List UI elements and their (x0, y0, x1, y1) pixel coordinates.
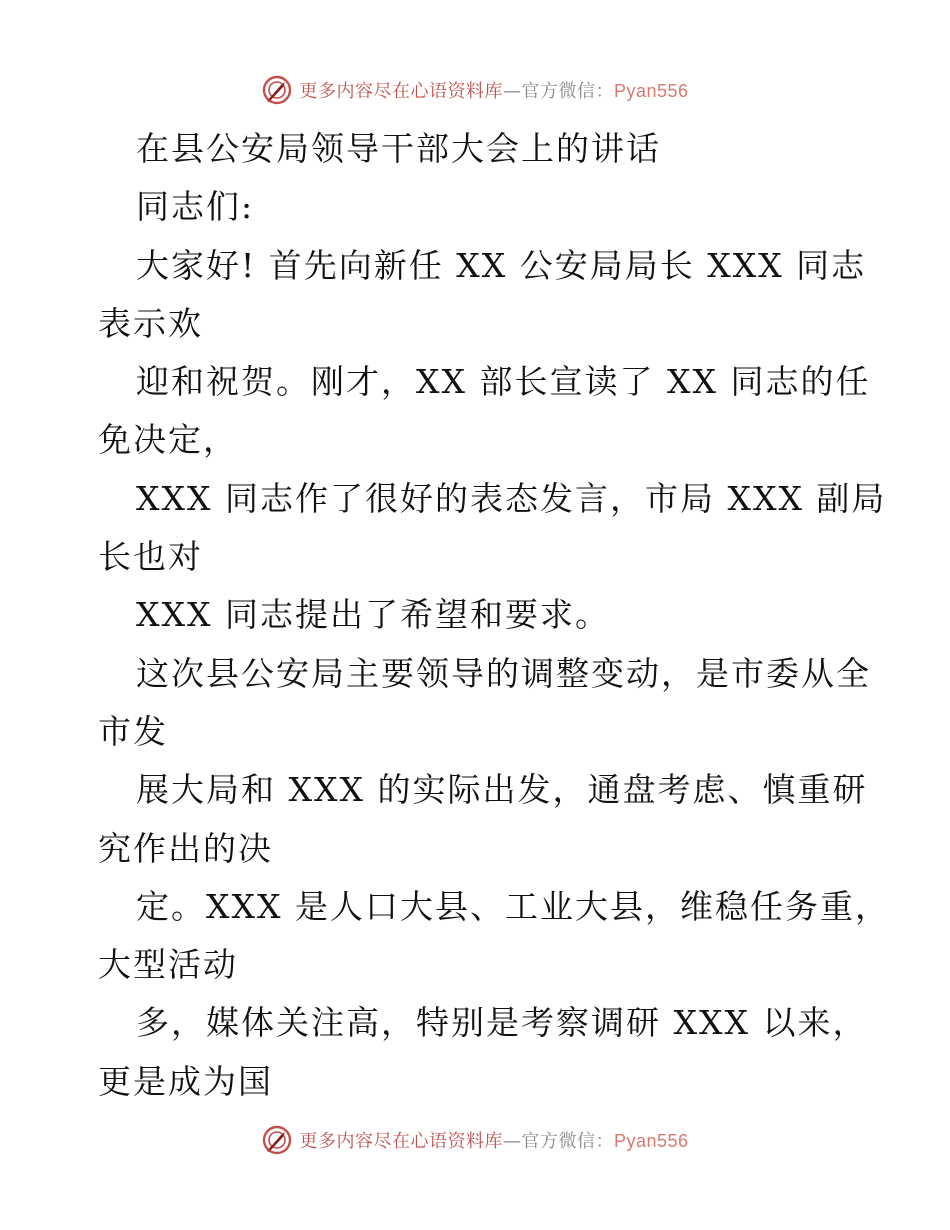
watermark-text (299, 1127, 688, 1153)
body-line: 这次县公安局主要领导的调整变动，是市委从全 (136, 653, 871, 693)
body-line: 大型活动 (98, 945, 238, 985)
body-line: XXX 同志作了很好的表态发言，市局 XXX 副局 (136, 478, 887, 518)
body-line: 长也对 (98, 537, 203, 577)
footer-watermark-banner (0, 1122, 950, 1158)
watermark-main: 更多内容尽在心语资料库 (299, 81, 503, 102)
header-watermark-banner (0, 72, 950, 108)
pen-logo-icon (261, 74, 293, 106)
document-body (98, 120, 890, 1111)
watermark-main: 更多内容尽在心语资料库 (299, 1131, 503, 1152)
body-line: 究作出的决 (98, 828, 273, 868)
watermark-text (299, 77, 688, 103)
watermark-wechat-id: Pyan556 (613, 81, 689, 101)
body-line: XXX 同志提出了希望和要求。 (136, 595, 610, 635)
pen-logo-icon (261, 1124, 293, 1156)
watermark-wechat-label: 官方微信： (521, 81, 614, 102)
body-line: 免决定， (98, 420, 238, 460)
body-line: 更是成为国 (98, 1061, 273, 1101)
body-line: 市发 (98, 711, 168, 751)
body-line: 多，媒体关注高，特别是考察调研 XXX 以来， (136, 1003, 868, 1043)
watermark-wechat-label: 官方微信： (521, 1131, 614, 1152)
watermark-wechat-id: Pyan556 (613, 1131, 689, 1151)
watermark-dash: — (502, 1131, 522, 1152)
body-line: 迎和祝贺。刚才，XX 部长宣读了 XX 同志的任 (136, 362, 871, 402)
body-line: 大家好! 首先向新任 XX 公安局局长 XXX 同志 (136, 245, 867, 285)
body-line: 展大局和 XXX 的实际出发，通盘考虑、慎重研 (136, 770, 868, 810)
watermark-dash: — (502, 81, 522, 102)
body-line: 定。XXX 是人口大县、工业大县，维稳任务重， (136, 886, 890, 926)
document-title: 在县公安局领导干部大会上的讲话 (136, 129, 661, 168)
body-line: 表示欢 (98, 303, 203, 343)
salutation: 同志们: (136, 187, 255, 227)
